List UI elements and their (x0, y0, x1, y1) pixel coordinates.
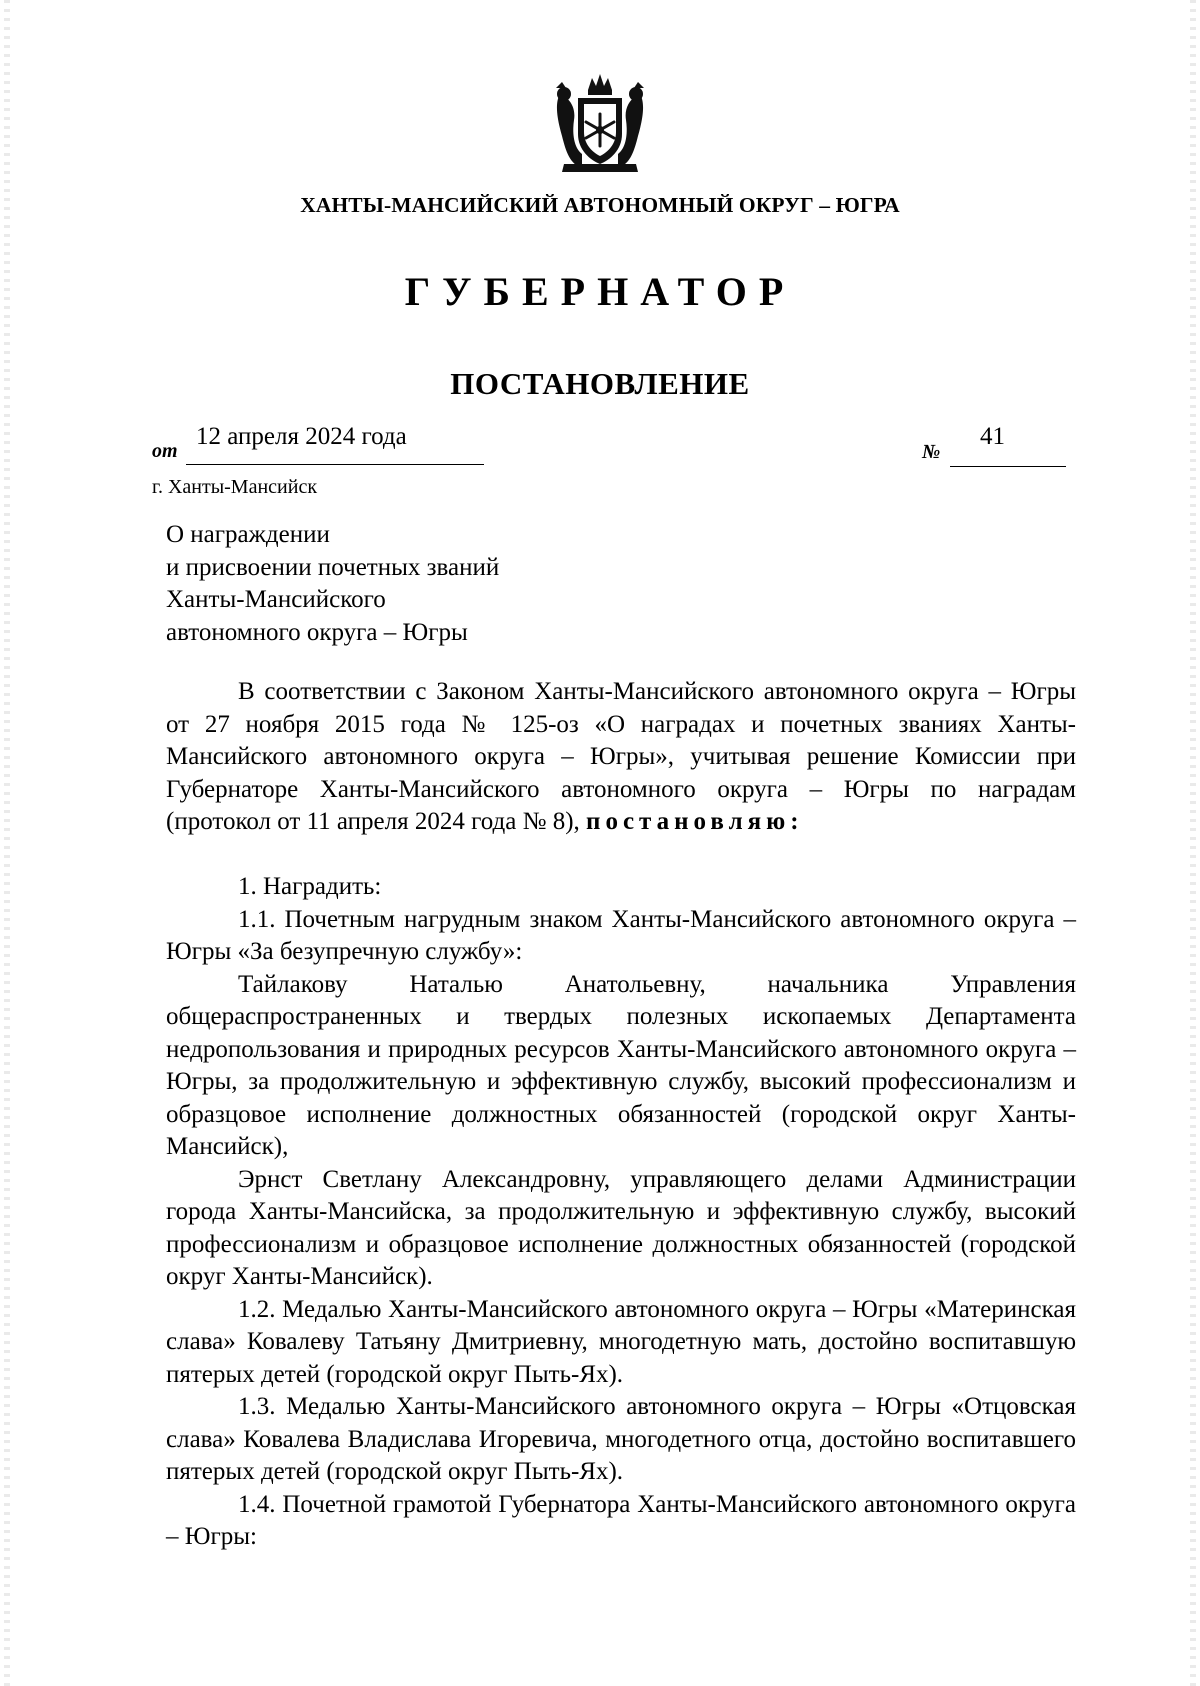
org-title: ГУБЕРНАТОР (404, 269, 796, 314)
scan-edge-left (4, 0, 10, 1686)
coat-of-arms-icon (552, 70, 648, 174)
paragraph-1-4: 1.4. Почетной грамотой Губернатора Ханты-Мансийского автономного округа – Югры: (166, 1490, 1076, 1550)
document-body (166, 676, 1076, 1554)
awardee-ernst: Эрнст Светлану Александровну, управляющего делами Администрации города Ханты-Мансийска, за продолжительную и эффективную службу, высокий профессионализм и образцовое исполнение должностных обязанностей (городской округ Ханты-Мансийск). (166, 1165, 1076, 1290)
awardee-tailakova: Тайлакову Наталью Анатольевну, начальника Управления общераспространенных и твердых полезных ископаемых Департамента недропользования и природных ресурсов Ханты-Мансийского автономного округа – Югры, за продолжительную и эффективную службу, высокий профессионализм и образцовое исполнение должностных обязанностей (городской округ Ханты-Мансийск), (166, 970, 1076, 1160)
document-type: ПОСТАНОВЛЕНИЕ (450, 366, 750, 401)
paragraph-1-1: 1.1. Почетным нагрудным знаком Ханты-Мансийского автономного округа – Югры «За безупречную службу»: (166, 905, 1076, 965)
preamble-paragraph (166, 676, 1076, 839)
document-date: 12 апреля 2024 года (196, 423, 407, 450)
paragraph-1: 1. Наградить: (238, 873, 382, 900)
paragraph-1-2: 1.2. Медалью Ханты-Мансийского автономного округа – Югры «Материнская слава» Ковалеву Татьяну Дмитриевну, многодетную мать, достойно воспитавшую пятерых детей (городской округ Пыть-Ях). (166, 1295, 1076, 1388)
date-prefix: от (152, 440, 178, 462)
preamble-text: В соответствии с Законом Ханты-Мансийского автономного округа – Югры от 27 ноября 2015 года № 125-оз «О наградах и почетных званиях Ханты-Мансийского автономного округа – Югры», учитывая решение Комиссии при Губернаторе Ханты-Мансийского автономного округа – Югры по наградам (протокол от 11 апреля 2024 года № 8), (166, 678, 1076, 835)
decree-word: постановляю: (586, 808, 804, 835)
place-of-issue: г. Ханты-Мансийск (152, 476, 318, 498)
region-name: ХАНТЫ-МАНСИЙСКИЙ АВТОНОМНЫЙ ОКРУГ – ЮГРА (300, 193, 900, 217)
paragraph-1-3: 1.3. Медалью Ханты-Мансийского автономного округа – Югры «Отцовская слава» Ковалева Владислава Игоревича, многодетного отца, достойно воспитавшего пятерых детей (городской округ Пыть-Ях). (166, 1393, 1076, 1485)
number-underline (950, 466, 1066, 467)
scan-edge-right (1190, 0, 1196, 1686)
document-subject: О награждении и присвоении почетных званий Ханты-Мансийского автономного округа – Югры (166, 521, 500, 646)
date-underline (186, 464, 484, 465)
document-number: 41 (980, 423, 1005, 450)
number-prefix: № (922, 441, 941, 463)
